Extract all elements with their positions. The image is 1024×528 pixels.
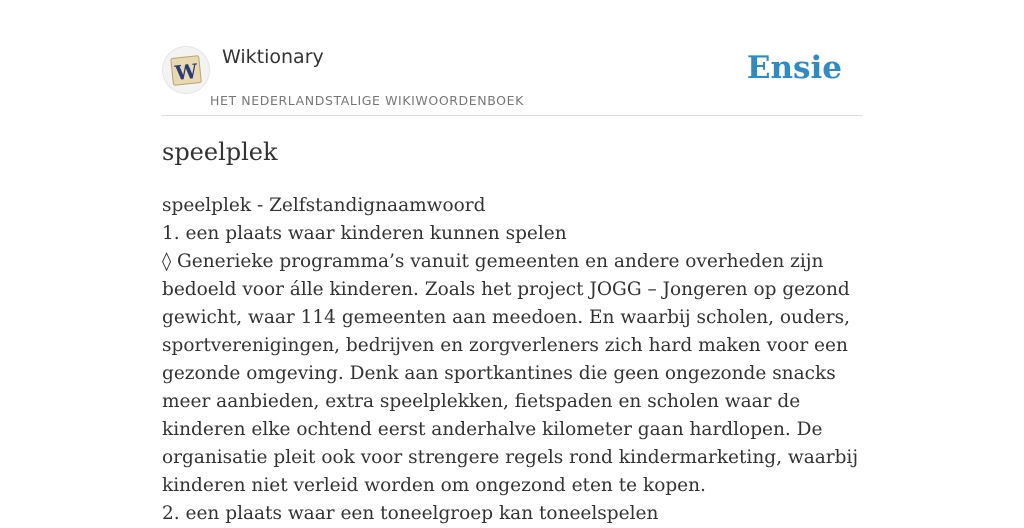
wiktionary-logo-icon[interactable]: [162, 46, 210, 94]
logo-tile: [168, 52, 204, 88]
site-header: [162, 0, 862, 116]
definition-2: 2. een plaats waar een toneelgroep kan toneelspelen: [162, 503, 659, 524]
page-container: [162, 0, 862, 524]
site-tagline: HET NEDERLANDSTALIGE WIKIWOORDENBOEK: [210, 93, 524, 108]
example-quote: ◊ Generieke programma’s vanuit gemeenten en andere overheden zijn bedoeld voor álle kinderen. Zoals het project JOGG – Jongeren op gezond gewicht, waar 114 gemeenten aan meedoen. En waarbij scholen, ouders, sportverenigingen, bedrijven en zorgverleners zich hard maken voor een gezonde omgeving. Denk aan sportkantines die geen ongezonde snacks meer aanbieden, extra speelplekken, fietspaden en scholen waar de kinderen elke ochtend eerst anderhalve kilometer gaan hardlopen. De organisatie pleit ook voor strengere regels rond kindermarketing, waarbij kinderen niet verleid worden om ongezond eten te kopen.: [162, 251, 859, 496]
entry-heading: speelplek - Zelfstandignaamwoord: [162, 195, 486, 216]
entry-content: [162, 192, 862, 528]
ensie-brand-link[interactable]: Ensie: [746, 50, 842, 86]
site-name[interactable]: Wiktionary: [222, 46, 324, 68]
page-title: speelplek: [162, 138, 278, 166]
definition-1: 1. een plaats waar kinderen kunnen spelen: [162, 223, 567, 244]
logo-letter: W: [173, 58, 199, 86]
